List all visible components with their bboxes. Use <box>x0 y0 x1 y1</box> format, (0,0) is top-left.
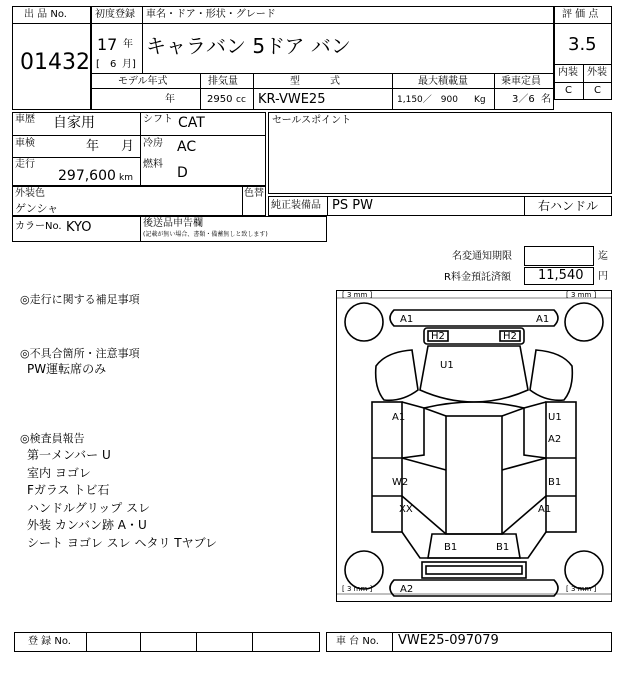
interior-label: 内装 <box>558 67 578 78</box>
first-reg-label: 初度登録 <box>95 9 135 20</box>
recycle-value: 11,540 <box>538 268 584 283</box>
ac-label: 冷房 <box>143 138 163 149</box>
mark-left-rear: W2 <box>392 477 409 488</box>
mark-headlight-left: H2 <box>431 331 445 342</box>
month-close: 月] <box>122 59 136 70</box>
inspector-report <box>27 447 217 552</box>
mark-right-rear: B1 <box>548 477 562 488</box>
colorno-value: KYO <box>66 220 92 235</box>
month-open: [ <box>96 59 100 70</box>
color-label: 外装色 <box>15 188 45 199</box>
lot-label: 出 品 No. <box>24 9 67 20</box>
sales-point-label: セールスポイント <box>272 115 352 126</box>
mark-rear-right: B1 <box>496 542 510 553</box>
displacement-unit: cc <box>236 95 246 105</box>
mark-headlight-right: H2 <box>503 331 517 342</box>
inspection-year: 年 <box>86 139 100 154</box>
transfer-label: 名変通知期限 <box>452 251 512 262</box>
type-label: 型 式 <box>290 76 340 87</box>
tire-tread-rl: [ 3 mm ] <box>342 585 373 593</box>
score-value: 3.5 <box>568 34 597 55</box>
tire-tread-fr: [ 3 mm ] <box>566 291 597 299</box>
inspector-line: Fガラス トビ石 <box>27 483 110 497</box>
mark-hood: U1 <box>440 360 454 371</box>
load-unit: Kg <box>474 95 486 105</box>
history-value: 自家用 <box>53 115 95 131</box>
mark-rear-bumper: A2 <box>400 584 414 595</box>
mileage-label: 走行 <box>15 159 35 170</box>
mark-rear-left: B1 <box>444 542 458 553</box>
tire-tread-fl: [ 3 mm ] <box>342 291 373 299</box>
equipment-value: PS PW <box>332 198 373 213</box>
fuel-value: D <box>177 165 188 181</box>
shift-value: CAT <box>178 115 205 131</box>
drive-notes-title: ◎走行に関する補足事項 <box>20 293 140 306</box>
registration-label: 登 録 No. <box>28 636 71 647</box>
score-label: 評 価 点 <box>562 9 599 20</box>
recycle-label: R料金預託済額 <box>444 272 511 283</box>
steering-value: 右ハンドル <box>538 199 599 213</box>
shift-label: シフト <box>143 114 173 125</box>
inspector-line: 第一メンバー U <box>27 448 111 462</box>
first-reg-month: 6 <box>110 59 117 70</box>
first-reg-year: 17 <box>97 35 118 54</box>
mileage-value: 297,600 <box>58 168 116 184</box>
exterior-label: 外装 <box>587 67 607 78</box>
seats-label: 乗車定員 <box>501 76 541 87</box>
displacement-label: 排気量 <box>208 76 238 87</box>
seats-value: 3／6 <box>512 94 535 105</box>
equipment-label: 純正装備品 <box>271 200 321 211</box>
mark-front-bumper-left: A1 <box>400 314 414 325</box>
history-label: 車歴 <box>15 114 35 125</box>
type-value: KR-VWE25 <box>258 92 326 107</box>
mark-left-lower: XX <box>399 504 413 515</box>
exterior-grade: C <box>594 85 601 96</box>
mark-right-front-door: U1 <box>548 412 562 423</box>
repaint-label: 色替 <box>244 188 264 199</box>
fuel-label: 燃料 <box>143 159 163 170</box>
inspection-month: 月 <box>121 139 135 154</box>
mark-right-front-door-2: A2 <box>548 434 562 445</box>
car-diagram <box>336 290 612 602</box>
interior-grade: C <box>565 85 572 96</box>
ac-value: AC <box>177 139 197 155</box>
colorno-label: カラーNo. <box>15 221 62 232</box>
mark-left-front-door: A1 <box>392 412 406 423</box>
transfer-field <box>524 246 594 266</box>
seats-unit: 名 <box>541 94 551 105</box>
tire-tread-rr: [ 3 mm ] <box>566 585 597 593</box>
chassis-label: 車 台 No. <box>336 636 379 647</box>
inspector-line: 室内 ヨゴレ <box>27 465 91 480</box>
details-box <box>12 112 266 186</box>
model-year-label: モデル年式 <box>118 76 168 87</box>
mark-right-lower: A1 <box>538 504 552 515</box>
model-year-unit: 年 <box>165 94 175 105</box>
color-value: ゲンシャ <box>15 202 59 215</box>
inspection-label: 車検 <box>15 138 35 149</box>
docs-label: 後送品申告欄 <box>143 218 203 229</box>
car-name: キャラバン 5ドア バン <box>146 34 351 58</box>
displacement-value: 2950 <box>207 94 233 105</box>
car-name-label: 車名・ドア・形状・グレード <box>146 9 276 20</box>
recycle-unit: 円 <box>598 271 608 282</box>
defect-notes-title: ◎不具合箇所・注意事項 <box>20 347 140 360</box>
mark-front-bumper-right: A1 <box>536 314 550 325</box>
load-label: 最大積載量 <box>418 76 468 87</box>
inspector-title: ◎検査員報告 <box>20 432 85 445</box>
inspector-line: ハンドルグリップ スレ <box>27 500 151 515</box>
inspector-line: シート ヨゴレ スレ ヘタリ Tヤブレ <box>27 535 218 550</box>
year-unit: 年 <box>123 39 133 50</box>
defect-note: PW運転席のみ <box>27 362 107 376</box>
transfer-unit: 迄 <box>598 251 608 262</box>
docs-note: (記載が無い場合、書類・備蓄無しと致します) <box>143 231 268 238</box>
inspector-line: 外装 カンバン跡 A・U <box>27 518 147 532</box>
chassis-number: VWE25-097079 <box>398 633 499 648</box>
mileage-unit: km <box>119 173 133 183</box>
load-value: 1,150／ 900 <box>397 95 458 105</box>
lot-number: 01432 <box>20 50 90 75</box>
